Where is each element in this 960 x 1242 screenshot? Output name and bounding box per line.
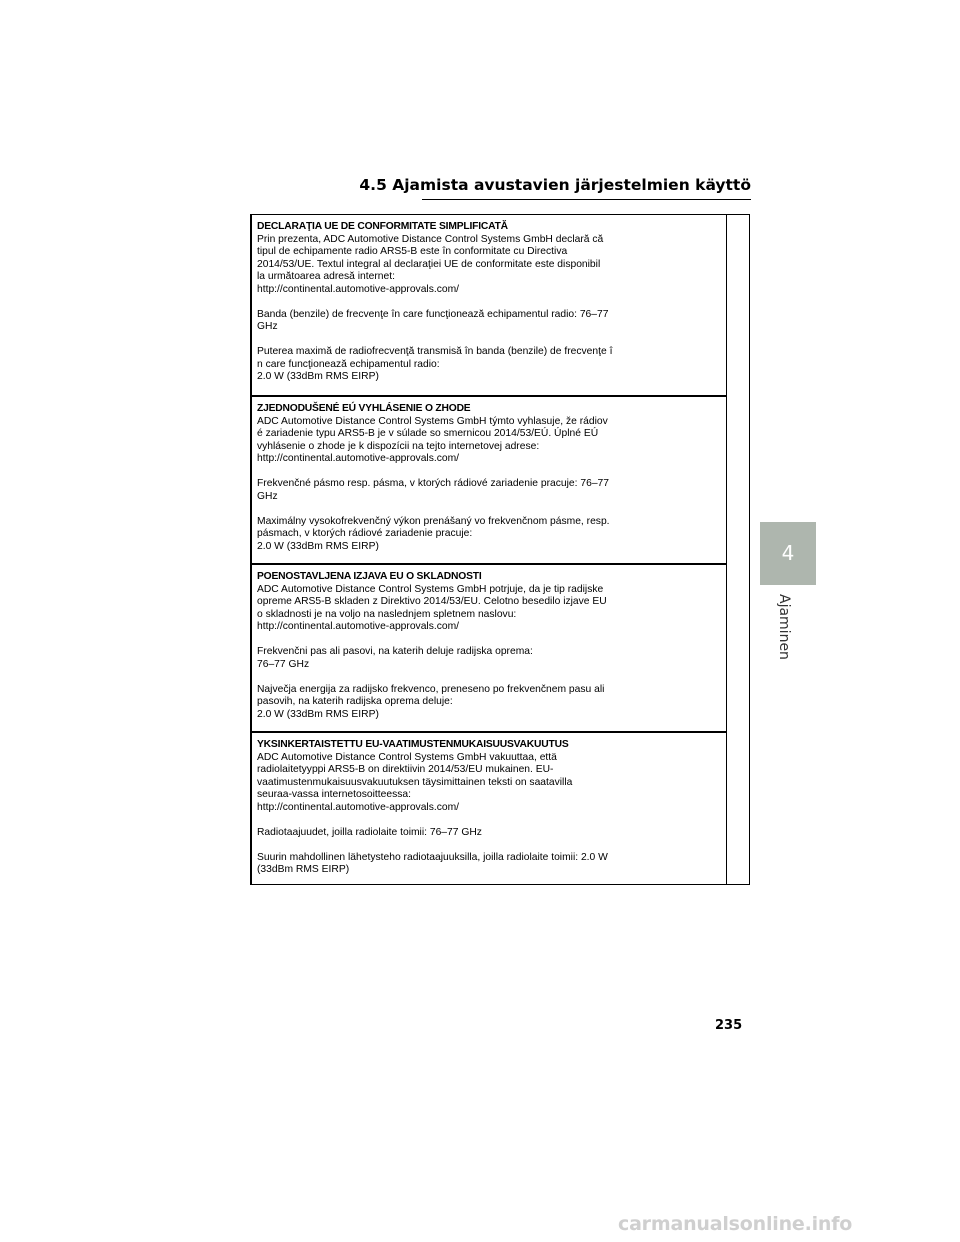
paragraph-line: http://continental.automotive-approvals.com/ [257, 453, 460, 464]
paragraph-line: la următoarea adresă internet: [257, 271, 395, 282]
paragraph-line: pasovih, na katerih radijska oprema deluje: [257, 696, 453, 707]
section-title: DECLARAŢIA UE DE CONFORMITATE SIMPLIFICATĂ [257, 221, 508, 232]
page-number: 235 [715, 1018, 743, 1033]
paragraph-line: Puterea maximă de radiofrecvenţă transmisă în banda (benzile) de frecvenţe î [257, 346, 613, 357]
paragraph-line: pásmach, v ktorých rádiové zariadenie pracuje: [257, 528, 473, 539]
paragraph-line: 2014/53/UE. Textul integral al declaraţiei UE de conformitate este disponibil [257, 258, 601, 270]
declaration-table [250, 214, 750, 885]
paragraph-line: Suurin mahdollinen lähetysteho radiotaajuuksilla, joilla radiolaite toimii: 2.0 W [257, 851, 608, 863]
watermark-text: carmanualsonline.info [618, 1213, 853, 1235]
paragraph-line: Frekvenčni pas ali pasovi, na katerih deluje radijska oprema: [257, 646, 533, 657]
section-paragraph [257, 584, 723, 634]
section-title: ZJEDNODUŠENÉ EÚ VYHLÁSENIE O ZHODE [257, 403, 471, 414]
paragraph-line: http://continental.automotive-approvals.com/ [257, 801, 460, 813]
section-paragraph [257, 346, 723, 384]
section-paragraph [257, 478, 723, 503]
paragraph-line: ADC Automotive Distance Control Systems GmbH potrjuje, da je tip radijske [257, 583, 604, 595]
paragraph-line: ADC Automotive Distance Control Systems GmbH týmto vyhlasuje, že rádiov [257, 415, 608, 427]
paragraph-line: Frekvenčné pásmo resp. pásma, v ktorých rádiové zariadenie pracuje: 76–77 [257, 478, 609, 489]
paragraph-line: 2.0 W (33dBm RMS EIRP) [257, 708, 379, 720]
paragraph-line: é zariadenie typu ARS5-B je v súlade so smernicou 2014/53/EÚ. Úplné EÚ [257, 428, 599, 439]
section-title: YKSINKERTAISTETTU EU-VAATIMUSTENMUKAISUUSVAKUUTUS [257, 739, 569, 750]
paragraph-line: 2.0 W (33dBm RMS EIRP) [257, 371, 379, 382]
section-title: POENOSTAVLJENA IZJAVA EU O SKLADNOSTI [257, 571, 482, 582]
section-content [257, 571, 723, 721]
chapter-number: 4 [781, 541, 795, 565]
paragraph-line: Prin prezenta, ADC Automotive Distance Control Systems GmbH declară că [257, 233, 604, 245]
paragraph-line: radiolaitetyyppi ARS5-B on direktiivin 2014/53/EU mukainen. EU- [257, 764, 554, 775]
section-content [257, 403, 723, 553]
paragraph-line: o skladnosti je na voljo na naslednjem spletnem naslovu: [257, 608, 517, 620]
section-paragraph [257, 309, 723, 334]
section-paragraph [257, 516, 723, 554]
paragraph-line: Maximálny vysokofrekvenčný výkon prenášaný vo frekvenčnom pásme, resp. [257, 515, 610, 527]
paragraph-line: Največja energija za radijsko frekvenco, preneseno po frekvenčnem pasu ali [257, 683, 605, 695]
section-paragraph [257, 234, 723, 297]
chapter-header: 4.5 Ajamista avustavien järjestelmien käyttö [359, 176, 751, 194]
paragraph-line: seuraa-vassa internetosoitteessa: [257, 789, 411, 800]
section-finnish [251, 733, 727, 884]
section-paragraph [257, 416, 723, 466]
paragraph-line: n care funcţionează echipamentul radio: [257, 358, 440, 370]
paragraph-line: 76–77 GHz [257, 658, 310, 670]
paragraph-line: Banda (benzile) de frecvenţe în care funcţionează echipamentul radio: 76–77 [257, 308, 609, 320]
paragraph-line: GHz [257, 490, 278, 502]
section-romanian [251, 215, 727, 397]
paragraph-line: http://continental.automotive-approvals.com/ [257, 283, 460, 295]
paragraph-line: (33dBm RMS EIRP) [257, 864, 350, 875]
paragraph-line: GHz [257, 321, 278, 332]
paragraph-line: Radiotaajuudet, joilla radiolaite toimii: 76–77 GHz [257, 826, 482, 838]
section-paragraph [257, 684, 723, 722]
paragraph-line: vaatimustenmukaisuusvakuutuksen täysimittainen teksti on saatavilla [257, 776, 573, 788]
paragraph-line: vyhlásenie o zhode je k dispozícii na tejto internetovej adrese: [257, 440, 540, 452]
section-paragraphs [257, 752, 723, 877]
section-content [257, 221, 723, 384]
paragraph-line: 2.0 W (33dBm RMS EIRP) [257, 540, 379, 552]
section-paragraphs [257, 584, 723, 722]
section-paragraphs [257, 234, 723, 384]
header-rule [422, 199, 751, 200]
section-content [257, 739, 723, 877]
chapter-label: Ajaminen [776, 594, 792, 660]
paragraph-line: tipul de echipamente radio ARS5-B este în conformitate cu Directiva [257, 246, 568, 257]
section-slovenian [251, 565, 727, 733]
paragraph-line: opreme ARS5-B skladen z Direktivo 2014/53/EU. Celotno besedilo izjave EU [257, 596, 607, 607]
section-paragraph [257, 646, 723, 671]
section-paragraph [257, 752, 723, 815]
section-paragraph [257, 827, 723, 840]
paragraph-line: ADC Automotive Distance Control Systems GmbH vakuuttaa, että [257, 751, 557, 763]
section-paragraph [257, 852, 723, 877]
section-slovak [251, 397, 727, 565]
section-paragraphs [257, 416, 723, 554]
paragraph-line: http://continental.automotive-approvals.com/ [257, 621, 460, 632]
